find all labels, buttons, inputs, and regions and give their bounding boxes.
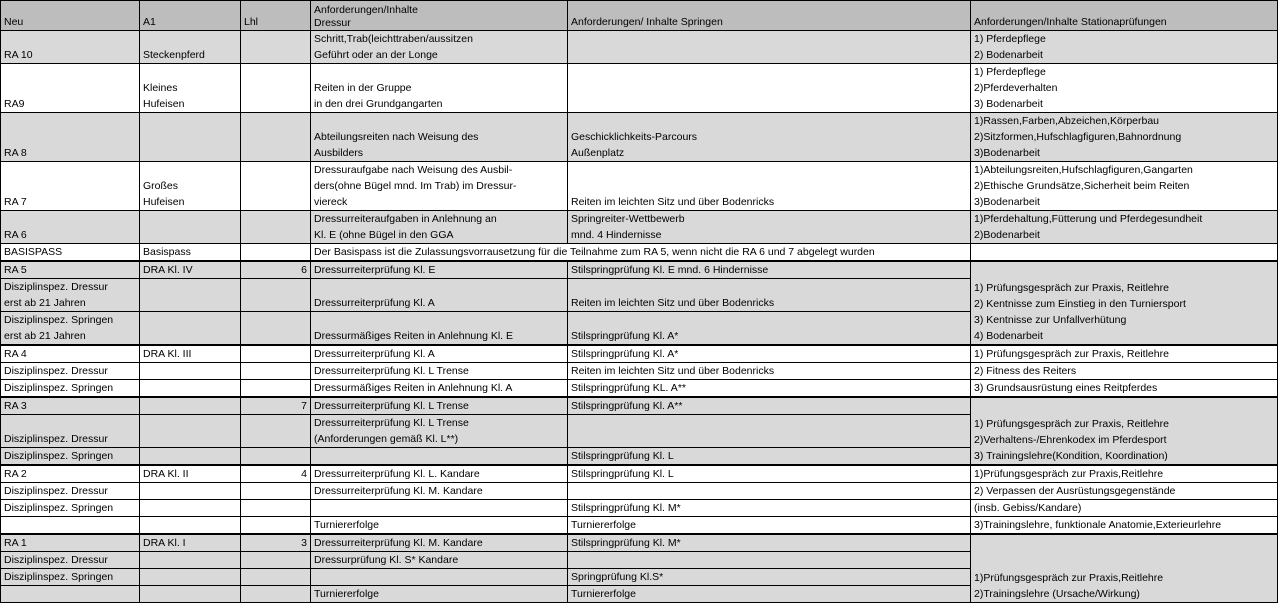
dressur-cell [311, 211, 568, 244]
springen-cell [568, 483, 971, 500]
level-label: Disziplinspez. Springen [1, 448, 140, 466]
dressur-line: (Anforderungen gemäß Kl. L**) [314, 433, 459, 445]
dressur-line: Schritt,Trab(leichttraben/aussitzen [314, 33, 473, 45]
dressur-line: Dressurreiteraufgaben in Anlehnung an [314, 213, 497, 225]
station-cell [971, 64, 1278, 113]
station-line: 1) Pferdepflege [974, 66, 1046, 78]
station-line: 2)Pferdeverhalten [974, 82, 1058, 94]
dressur-line: Reiten in der Gruppe [314, 82, 412, 94]
station-cell: 2) Verpassen der Ausrüstungsgegenstände [971, 483, 1278, 500]
lhl-cell [241, 64, 311, 113]
station-line: 1) Pferdepflege [974, 33, 1046, 45]
station-cell: 3)Trainingslehre, funktionale Anatomie,Exterieurlehre [971, 517, 1278, 535]
dressur-cell: Dressurreiterprüfung Kl. L Trense [311, 363, 568, 380]
lhl-cell [241, 31, 311, 64]
header-dressur [311, 1, 568, 31]
springen-line: Geschicklichkeits-Parcours [571, 131, 698, 143]
table-row-ra2-dressur [1, 483, 1278, 500]
dressur-cell [311, 415, 568, 448]
lhl-cell [241, 113, 311, 162]
table-row-ra1 [1, 534, 1278, 552]
station-cell [971, 244, 1278, 262]
lhl-cell [241, 569, 311, 586]
dressur-line: in den drei Grundgangarten [314, 98, 443, 110]
dressur-cell [311, 569, 568, 586]
dressur-cell [311, 64, 568, 113]
springen-cell: Stilspringprüfung Kl. A* [568, 345, 971, 363]
level-label: Disziplinspez. Dressur [1, 415, 140, 448]
station-cell: 1) Prüfungsgespräch zur Praxis, Reitlehre [971, 345, 1278, 363]
a1-cell [140, 211, 241, 244]
a1-cell: DRA Kl. II [140, 465, 241, 483]
station-line: 1)Prüfungsgespräch zur Praxis,Reitlehre [974, 572, 1164, 584]
a1-cell: Steckenpferd [140, 31, 241, 64]
level-label: RA 5 [1, 261, 140, 279]
dressur-line: ders(ohne Bügel mnd. Im Trab) im Dressur- [314, 180, 517, 192]
a1-cell [140, 279, 241, 312]
dressur-cell: Dressurreiterprüfung Kl. M. Kandare [311, 483, 568, 500]
station-line: 1)Rassen,Farben,Abzeichen,Körperbau [974, 115, 1160, 127]
header-dressur-line: Anforderungen/Inhalte [314, 4, 418, 16]
a1-cell [140, 113, 241, 162]
station-line: 3) Trainingslehre(Kondition, Koordination) [974, 450, 1168, 462]
header-dressur-line: Dressur [314, 17, 351, 29]
springen-cell [568, 211, 971, 244]
dressur-cell: Dressurprüfung Kl. S* Kandare [311, 552, 568, 569]
level-label: Disziplinspez. Springen [1, 500, 140, 517]
springen-cell: Reiten im leichten Sitz und über Bodenricks [568, 279, 971, 312]
table-row-ra4-dressur [1, 363, 1278, 380]
lhl-cell [241, 279, 311, 312]
a1-cell [140, 586, 241, 603]
dressur-line: Geführt oder an der Longe [314, 49, 438, 61]
a1-cell [140, 312, 241, 346]
station-cell: (insb. Gebiss/Kandare) [971, 500, 1278, 517]
level-label: RA 3 [1, 397, 140, 415]
a1-cell [140, 380, 241, 398]
a1-line: Großes [143, 180, 179, 192]
table-row-ra4 [1, 345, 1278, 363]
a1-cell [140, 397, 241, 415]
dressur-line: viereck [314, 196, 348, 208]
dressur-cell [311, 31, 568, 64]
station-line: 1) Prüfungsgespräch zur Praxis, Reitlehre [974, 418, 1169, 430]
level-label: RA 7 [1, 162, 140, 211]
a1-cell [140, 363, 241, 380]
level-label: RA 4 [1, 345, 140, 363]
header-station: Anforderungen/Inhalte Stationaprüfungen [971, 1, 1278, 31]
springen-line: Außenplatz [571, 147, 625, 159]
label-line: Disziplinspez. Springen [4, 314, 114, 326]
springen-cell [568, 552, 971, 569]
dressur-cell: Turniererfolge [311, 586, 568, 603]
springen-line: mnd. 4 Hindernisse [571, 229, 662, 241]
dressur-cell: Dressurreiterprüfung Kl. L Trense [311, 397, 568, 415]
springen-cell: Turniererfolge [568, 517, 971, 535]
table-row-basispass [1, 244, 1278, 262]
table-row-ra5 [1, 261, 1278, 279]
lhl-cell [241, 211, 311, 244]
dressur-line: Kl. E (ohne Bügel in den GGA [314, 229, 454, 241]
dressur-cell: Dressurreiterprüfung Kl. E [311, 261, 568, 279]
table-row-ra8 [1, 113, 1278, 162]
dressur-line: Dressurreiterprüfung Kl. L Trense [314, 417, 469, 429]
dressur-cell [311, 500, 568, 517]
station-line: 3) Bodenarbeit [974, 98, 1043, 110]
station-cell [971, 261, 1278, 345]
station-line: 1) Prüfungsgespräch zur Praxis, Reitlehre [974, 282, 1169, 294]
station-cell: 3) Grundsausrüstung eines Reitpferdes [971, 380, 1278, 398]
springen-cell: Stilspringprüfung Kl. A** [568, 397, 971, 415]
springen-cell: Reiten im leichten Sitz und über Bodenricks [568, 162, 971, 211]
dressur-cell: Dressurreiterprüfung Kl. A [311, 345, 568, 363]
header-neu: Neu [1, 1, 140, 31]
level-label: Disziplinspez. Springen [1, 380, 140, 398]
level-label [1, 312, 140, 346]
a1-line: Kleines [143, 82, 178, 94]
lhl-cell [241, 363, 311, 380]
table-row-ra7 [1, 162, 1278, 211]
level-label [1, 279, 140, 312]
lhl-cell [241, 380, 311, 398]
a1-cell [140, 569, 241, 586]
level-label: RA 2 [1, 465, 140, 483]
dressur-line: Ausbilders [314, 147, 364, 159]
lhl-cell: 7 [241, 397, 311, 415]
table-row-ra10 [1, 31, 1278, 64]
springen-cell: Stilspringprüfung Kl. M* [568, 534, 971, 552]
springen-cell: Springprüfung Kl.S* [568, 569, 971, 586]
station-cell [971, 31, 1278, 64]
level-label: RA9 [1, 64, 140, 113]
station-line: 1)Pferdehaltung,Fütterung und Pferdegesundheit [974, 213, 1203, 225]
a1-line: Hufeisen [143, 98, 185, 110]
springen-cell [568, 64, 971, 113]
springen-cell [568, 31, 971, 64]
station-line: 2)Sitzformen,Hufschlagfiguren,Bahnordnung [974, 131, 1182, 143]
dressur-cell [311, 448, 568, 466]
dressur-cell: Turniererfolge [311, 517, 568, 535]
lhl-cell [241, 517, 311, 535]
header-a1: A1 [140, 1, 241, 31]
springen-cell [568, 113, 971, 162]
station-line: 3) Kentnisse zur Unfallverhütung [974, 314, 1127, 326]
level-label: Disziplinspez. Dressur [1, 363, 140, 380]
lhl-cell [241, 500, 311, 517]
header-lhl: Lhl [241, 1, 311, 31]
a1-cell [140, 162, 241, 211]
lhl-cell: 3 [241, 534, 311, 552]
a1-cell [140, 552, 241, 569]
station-cell [971, 113, 1278, 162]
lhl-cell [241, 312, 311, 346]
table-row-ra2-springen [1, 500, 1278, 517]
level-label: Disziplinspez. Dressur [1, 483, 140, 500]
lhl-cell [241, 162, 311, 211]
label-line: Disziplinspez. Dressur [4, 281, 108, 293]
basispass-note: Der Basispass ist die Zulassungsvorrausetzung für die Teilnahme zum RA 5, wenn nicht die RA 6 und 7 abgelegt wurden [311, 244, 971, 262]
level-label: RA 8 [1, 113, 140, 162]
dressur-cell: Dressurmäßiges Reiten in Anlehnung Kl. A [311, 380, 568, 398]
level-label: Disziplinspez. Springen [1, 569, 140, 586]
table-row-ra4-springen [1, 380, 1278, 398]
station-cell: 2) Fitness des Reiters [971, 363, 1278, 380]
station-line: 3)Bodenarbeit [974, 196, 1040, 208]
dressur-cell: Dressurreiterprüfung Kl. M. Kandare [311, 534, 568, 552]
lhl-cell [241, 483, 311, 500]
springen-cell [568, 415, 971, 448]
station-line: 3)Bodenarbeit [974, 147, 1040, 159]
dressur-cell: Dressurmäßiges Reiten in Anlehnung Kl. E [311, 312, 568, 346]
lhl-cell: 4 [241, 465, 311, 483]
a1-cell: Basispass [140, 244, 241, 262]
a1-line: Hufeisen [143, 196, 185, 208]
springen-cell: Stilspringprüfung Kl. E mnd. 6 Hindernisse [568, 261, 971, 279]
dressur-line: Dressuraufgabe nach Weisung des Ausbil- [314, 164, 513, 176]
label-line: erst ab 21 Jahren [4, 297, 86, 309]
header-springen: Anforderungen/ Inhalte Springen [568, 1, 971, 31]
station-cell [971, 162, 1278, 211]
station-line: 2)Verhaltens-/Ehrenkodex im Pferdesport [974, 434, 1167, 446]
a1-cell: DRA Kl. I [140, 534, 241, 552]
springen-cell: Stilspringprüfung Kl. L [568, 465, 971, 483]
station-line: 2)Ethische Grundsätze,Sicherheit beim Reiten [974, 180, 1190, 192]
a1-cell [140, 64, 241, 113]
dressur-cell: Dressurreiterprüfung Kl. A [311, 279, 568, 312]
station-cell [971, 534, 1278, 603]
station-line: 2) Bodenarbeit [974, 49, 1043, 61]
a1-cell [140, 415, 241, 448]
dressur-cell [311, 162, 568, 211]
station-line: 4) Bodenarbeit [974, 330, 1043, 342]
station-line: 2)Trainingslehre (Ursache/Wirkung) [974, 588, 1140, 600]
lhl-cell [241, 448, 311, 466]
level-label: Disziplinspez. Dressur [1, 552, 140, 569]
table-row-ra6 [1, 211, 1278, 244]
header-row [1, 1, 1278, 31]
station-cell [971, 397, 1278, 465]
a1-cell [140, 448, 241, 466]
level-label [1, 517, 140, 535]
lhl-cell: 6 [241, 261, 311, 279]
springen-cell: Turniererfolge [568, 586, 971, 603]
lhl-cell [241, 552, 311, 569]
station-cell [971, 211, 1278, 244]
station-line: 1)Abteilungsreiten,Hufschlagfiguren,Gangarten [974, 164, 1193, 176]
lhl-cell [241, 415, 311, 448]
a1-cell [140, 517, 241, 535]
level-label: RA 1 [1, 534, 140, 552]
a1-cell: DRA Kl. III [140, 345, 241, 363]
lhl-cell [241, 244, 311, 262]
springen-cell: Reiten im leichten Sitz und über Bodenricks [568, 363, 971, 380]
lhl-cell [241, 586, 311, 603]
springen-cell: Stilspringprüfung Kl. M* [568, 500, 971, 517]
station-cell: 1)Prüfungsgespräch zur Praxis,Reitlehre [971, 465, 1278, 483]
a1-cell [140, 483, 241, 500]
springen-line: Springreiter-Wettbewerb [571, 213, 685, 225]
station-line: 2) Kentnisse zum Einstieg in den Turniersport [974, 298, 1186, 310]
level-label: RA 10 [1, 31, 140, 64]
level-label: RA 6 [1, 211, 140, 244]
a1-cell: DRA Kl. IV [140, 261, 241, 279]
table-row-ra2-erfolge [1, 517, 1278, 535]
dressur-cell [311, 113, 568, 162]
table-row-ra9 [1, 64, 1278, 113]
springen-cell: Stilspringprüfung Kl. A* [568, 312, 971, 346]
springen-cell: Stilspringprüfung KL. A** [568, 380, 971, 398]
table-row-ra3 [1, 397, 1278, 415]
level-label [1, 586, 140, 603]
label-line: erst ab 21 Jahren [4, 330, 86, 342]
a1-cell [140, 500, 241, 517]
springen-cell: Stilspringprüfung Kl. L [568, 448, 971, 466]
lhl-cell [241, 345, 311, 363]
table-row-ra2 [1, 465, 1278, 483]
level-label: BASISPASS [1, 244, 140, 262]
dressur-line: Abteilungsreiten nach Weisung des [314, 131, 479, 143]
station-line: 2)Bodenarbeit [974, 229, 1040, 241]
dressur-cell: Dressurreiterprüfung Kl. L. Kandare [311, 465, 568, 483]
